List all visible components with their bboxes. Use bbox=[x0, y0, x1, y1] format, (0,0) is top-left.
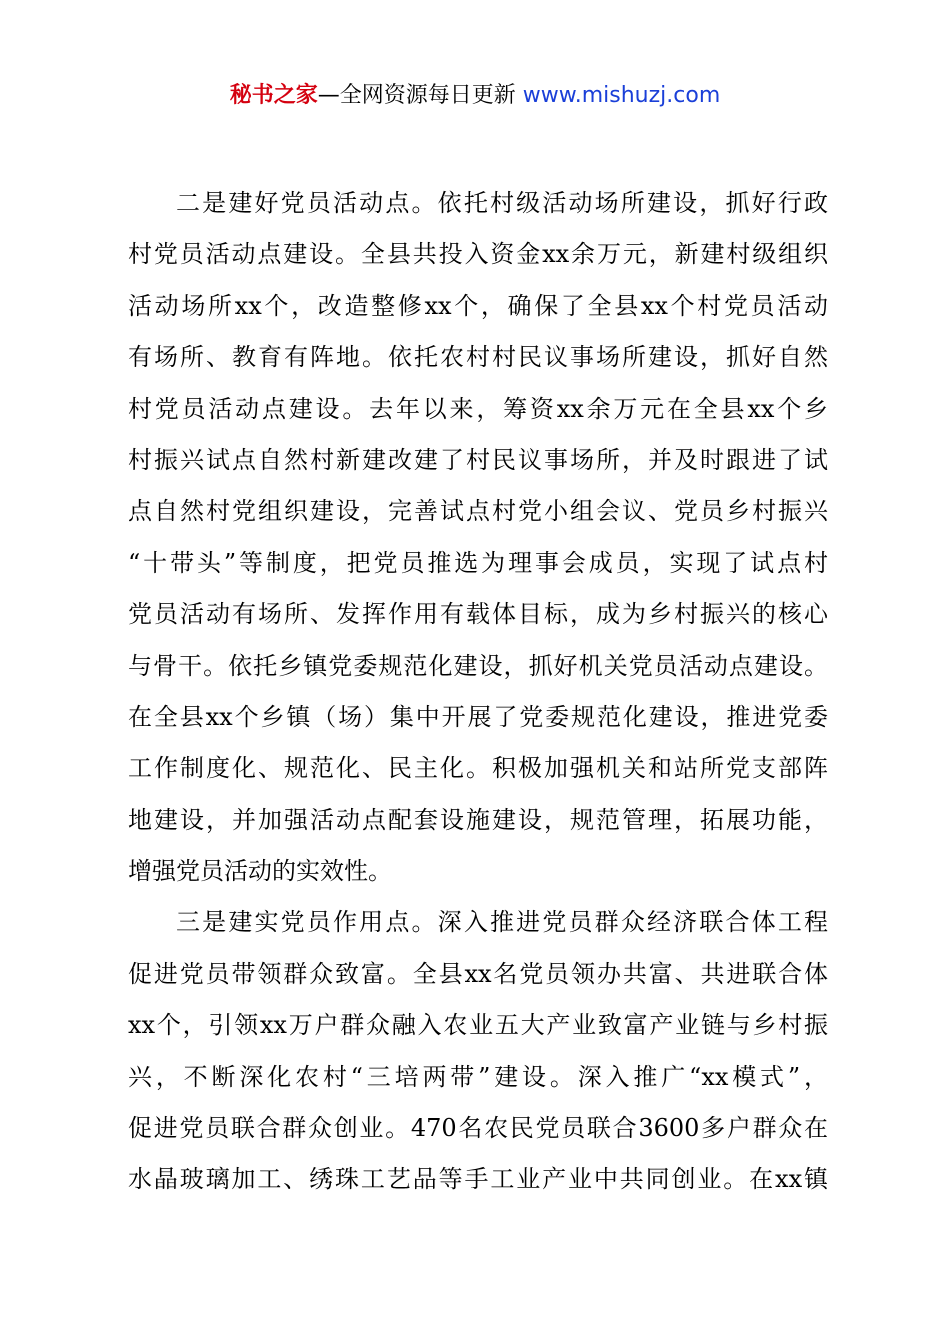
page-header bbox=[0, 80, 950, 112]
header-tagline: —全网资源每日更新 bbox=[317, 83, 523, 108]
paragraph-line: 兴，不断深化农村“三培两带”建设。深入推广“xx模式”， bbox=[128, 1062, 828, 1091]
paragraph-line: 二是建好党员活动点。依托村级活动场所建设，抓好行政 bbox=[176, 189, 828, 217]
paragraph-line: 村党员活动点建设。去年以来，筹资xx余万元在全县xx个乡 bbox=[128, 394, 828, 423]
paragraph-line: 地建设，并加强活动点配套设施建设，规范管理，拓展功能， bbox=[128, 805, 828, 834]
paragraph-line: 促进党员带领群众致富。全县xx名党员领办共富、共进联合体 bbox=[128, 959, 828, 988]
paragraph-line: 村党员活动点建设。全县共投入资金xx余万元，新建村级组织 bbox=[128, 240, 828, 269]
paragraph-line: 三是建实党员作用点。深入推进党员群众经济联合体工程 bbox=[176, 908, 828, 937]
paragraph-line: 村振兴试点自然村新建改建了村民议事场所，并及时跟进了试 bbox=[128, 445, 828, 474]
paragraph-line: 工作制度化、规范化、民主化。积极加强机关和站所党支部阵 bbox=[128, 754, 828, 783]
paragraph-line: 水晶玻璃加工、绣珠工艺品等手工业产业中共同创业。在xx镇 bbox=[128, 1165, 828, 1194]
document-body bbox=[128, 178, 828, 1206]
paragraph-line: 与骨干。依托乡镇党委规范化建设，抓好机关党员活动点建设。 bbox=[128, 651, 828, 680]
paragraph-line: 党员活动有场所、发挥作用有载体目标，成为乡村振兴的核心 bbox=[128, 600, 828, 629]
paragraph-line: xx个，引领xx万户群众融入农业五大产业致富产业链与乡村振 bbox=[128, 1011, 828, 1040]
paragraph-line: 活动场所xx个，改造整修xx个，确保了全县xx个村党员活动 bbox=[128, 291, 828, 320]
paragraph-line: 点自然村党组织建设，完善试点村党小组会议、党员乡村振兴 bbox=[128, 497, 828, 526]
paragraph-line: 在全县xx个乡镇（场）集中开展了党委规范化建设，推进党委 bbox=[128, 702, 828, 731]
header-brand: 秘书之家 bbox=[229, 83, 318, 108]
header-url-link[interactable]: www.mishuzj.com bbox=[522, 83, 721, 108]
paragraph-line: 促进党员联合群众创业。470名农民党员联合3600多户群众在 bbox=[128, 1114, 828, 1143]
paragraph-line: 增强党员活动的实效性。 bbox=[128, 857, 392, 886]
paragraph-line: “十带头”等制度，把党员推选为理事会成员，实现了试点村 bbox=[128, 548, 828, 577]
paragraph-line: 有场所、教育有阵地。依托农村村民议事场所建设，抓好自然 bbox=[128, 343, 828, 372]
